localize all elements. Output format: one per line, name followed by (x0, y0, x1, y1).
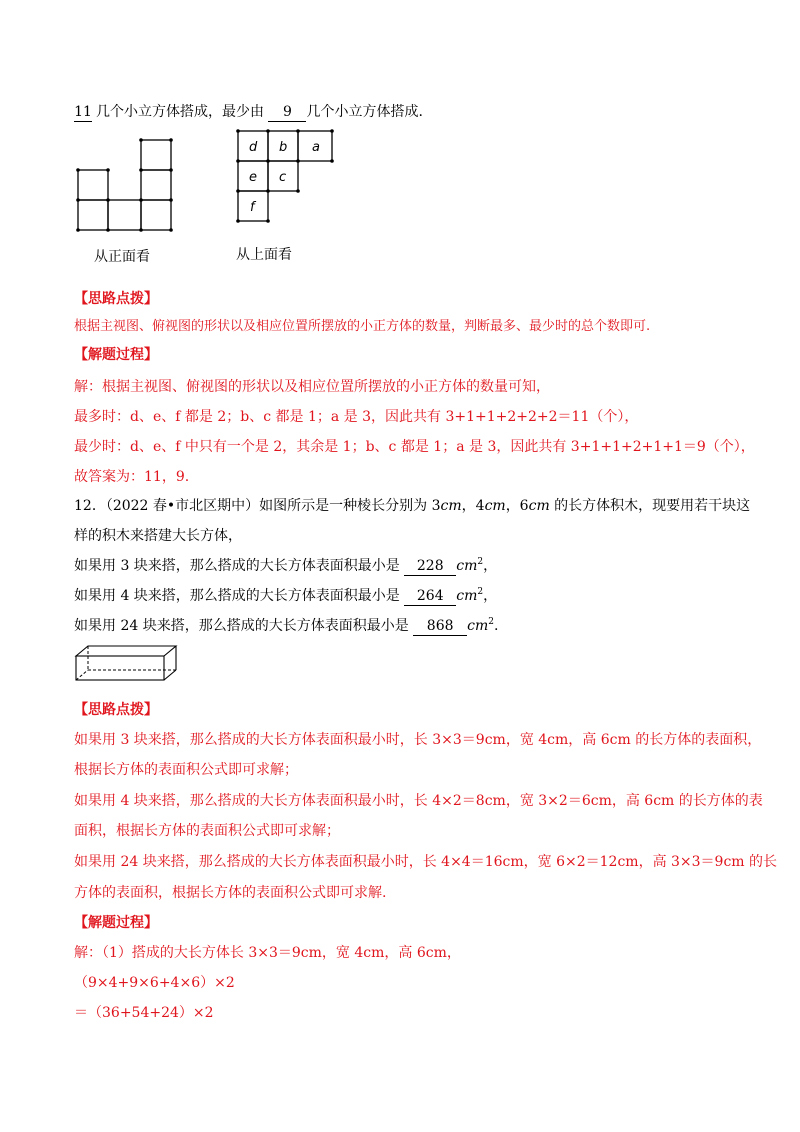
s11-proc-heading: 【解题过程】 (74, 347, 158, 363)
q12-sep2: ，6 (505, 498, 529, 514)
q12-comma: ， (483, 558, 498, 574)
q12-answer-1: 228 (404, 557, 456, 576)
cell-e-label: e (249, 170, 257, 185)
unit-cm: cm (484, 498, 506, 514)
cell-b-label: b (279, 140, 288, 155)
squared: 2 (488, 617, 495, 627)
q11-answer: 9 (268, 103, 306, 122)
squared: 2 (477, 587, 484, 597)
q12-intro-text: 12．（2022 春•市北区期中）如图所示是一种棱长分别为 3 (74, 498, 441, 514)
cuboid-figure (72, 642, 182, 684)
q12-row-1-prefix: 如果用 3 块来搭，那么搭成的大长方体表面积最小是 (74, 558, 405, 574)
q12-sep: ，4 (461, 498, 485, 514)
q12-row-1 (74, 557, 497, 576)
q12-row-3-prefix: 如果用 24 块来搭，那么搭成的大长方体表面积最小是 (74, 618, 414, 634)
q12-row-2-prefix: 如果用 4 块来搭，那么搭成的大长方体表面积最小是 (74, 588, 405, 604)
s11-line-2: 最多时：d、e、f 都是 2；b、c 都是 1；a 是 3，因此共有 3+1+1+2+2+2＝11（个）， (74, 409, 639, 425)
s11-line-3: 最少时：d、e、f 中只有一个是 2，其余是 1；b、c 都是 1；a 是 3，因此共有 3+1+1+2+1+1＝9（个）， (74, 439, 755, 455)
q12-answer-2: 264 (404, 587, 456, 606)
q12-line-2: 样的积木来搭建大长方体， (74, 528, 242, 544)
cell-f-label: f (250, 200, 255, 215)
front-view-figure (70, 135, 190, 265)
unit-cm: cm (440, 498, 462, 514)
s12-hint-line-5: 如果用 24 块来搭，那么搭成的大长方体表面积最小时，长 4×4＝16cm，宽 6×2＝12cm，高 3×3＝9cm 的长 (74, 854, 778, 870)
q12-line-1 (74, 497, 750, 515)
s12-hint-line-1: 如果用 3 块来搭，那么搭成的大长方体表面积最小时，长 3×3＝9cm，宽 4cm，高 6cm 的长方体的表面积， (74, 732, 762, 748)
q11-number: 11 (74, 104, 92, 120)
s12-hint-heading: 【思路点拨】 (74, 702, 158, 718)
s11-line-4: 故答案为：11，9. (74, 469, 190, 485)
q12-intro-text-end: 的长方体积木，现要用若干块这 (549, 498, 751, 514)
squared: 2 (477, 557, 484, 567)
q12-comma: ， (483, 588, 498, 604)
s12-proc-heading: 【解题过程】 (74, 915, 158, 931)
s12-hint-line-4: 面积，根据长方体的表面积公式即可求解； (74, 823, 340, 839)
unit-cm: cm (456, 558, 478, 574)
cell-d-label: d (249, 140, 258, 155)
s11-line-1: 解：根据主视图、俯视图的形状以及相应位置所摆放的小正方体的数量可知， (74, 379, 550, 395)
top-view-caption: 从上面看 (236, 247, 292, 263)
unit-cm: cm (456, 588, 478, 604)
unit-cm: cm (528, 498, 550, 514)
unit-cm: cm (467, 618, 489, 634)
s12-hint-line-3: 如果用 4 块来搭，那么搭成的大长方体表面积最小时，长 4×2＝8cm，宽 3×2＝6cm，高 6cm 的长方体的表 (74, 793, 763, 809)
q11-text-end: 几个小立方体搭成. (306, 104, 423, 120)
s12-proc-line-2: （9×4+9×6+4×6）×2 (74, 975, 235, 991)
s12-proc-line-3: ＝（36+54+24）×2 (74, 1005, 214, 1021)
q12-row-2 (74, 587, 497, 606)
s11-hint-text: 根据主视图、俯视图的形状以及相应位置所摆放的小正方体的数量，判断最多、最少时的总个数即可. (74, 319, 651, 334)
q12-period: . (494, 618, 499, 634)
s12-hint-line-2: 根据长方体的表面积公式即可求解； (74, 762, 298, 778)
s12-proc-line-1: 解：（1）搭成的大长方体长 3×3＝9cm，宽 4cm，高 6cm， (74, 945, 461, 961)
top-view-figure (230, 125, 350, 265)
cell-c-label: c (279, 170, 287, 185)
cell-a-label: a (312, 140, 320, 155)
q11-text-mid: 几个小立方体搭成，最少由 (96, 104, 269, 120)
s12-hint-line-6: 方体的表面积，根据长方体的表面积公式即可求解. (74, 885, 387, 901)
s11-hint-heading: 【思路点拨】 (74, 291, 158, 307)
q12-answer-3: 868 (413, 617, 467, 636)
q12-row-3 (74, 617, 498, 636)
q11-line (74, 103, 423, 122)
front-view-caption: 从正面看 (94, 249, 150, 265)
